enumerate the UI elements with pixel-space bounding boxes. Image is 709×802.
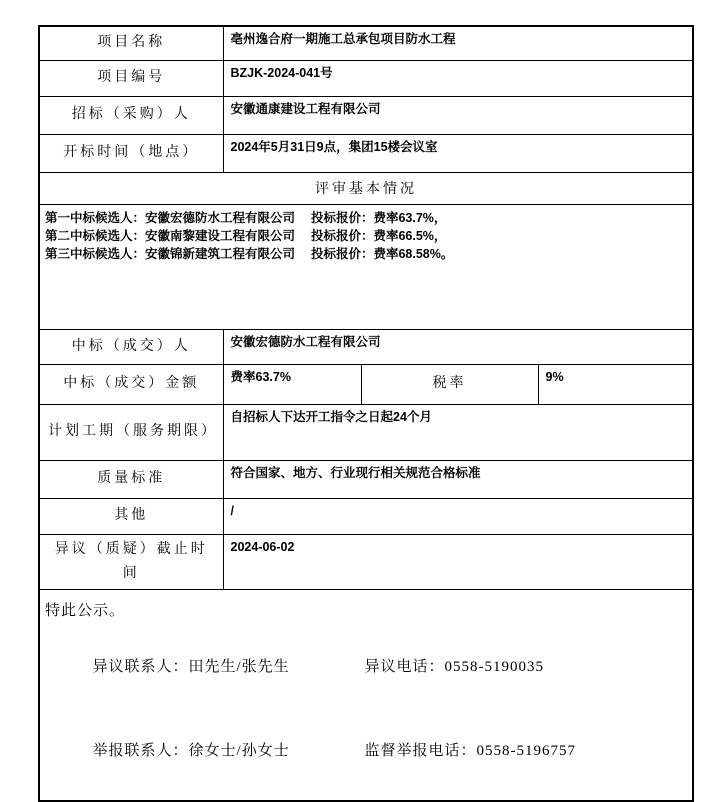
table-row — [39, 134, 693, 172]
table-row — [39, 498, 693, 534]
candidate-second: 第二中标候选人：安徽南黎建设工程有限公司 投标报价：费率66.5%， — [45, 228, 447, 243]
tenderee-value: 安徽通康建设工程有限公司 — [223, 96, 693, 134]
bid-opening-label: 开标时间（地点） — [39, 134, 223, 172]
table-row — [39, 26, 693, 60]
work-period-value: 自招标人下达开工指令之日起24个月 — [223, 404, 693, 460]
award-amount-value: 费率63.7% — [223, 364, 361, 404]
objection-contact-line — [45, 625, 687, 709]
award-amount-label: 中标（成交）金额 — [39, 364, 223, 404]
winner-value: 安徽宏德防水工程有限公司 — [223, 329, 693, 364]
candidate-first: 第一中标候选人：安徽宏德防水工程有限公司 投标报价：费率63.7%， — [45, 210, 447, 225]
candidate-third: 第三中标候选人：安徽锦新建筑工程有限公司 投标报价：费率68.58%。 — [45, 246, 454, 261]
project-name-value: 亳州逸合府一期施工总承包项目防水工程 — [223, 26, 693, 60]
table-row — [39, 460, 693, 498]
bid-opening-value: 2024年5月31日9点，集团15楼会议室 — [223, 134, 693, 172]
table-row — [39, 534, 693, 589]
tax-rate-value: 9% — [538, 364, 693, 404]
report-contact-line — [45, 709, 687, 793]
table-row — [39, 60, 693, 96]
report-phone: 监督举报电话：0558-5196757 — [364, 742, 576, 759]
bid-result-table — [38, 25, 694, 802]
candidates-cell — [39, 204, 693, 329]
footer-cell — [39, 589, 693, 801]
project-number-label: 项目编号 — [39, 60, 223, 96]
project-name-label: 项目名称 — [39, 26, 223, 60]
objection-phone: 异议电话：0558-5190035 — [364, 658, 544, 675]
other-label: 其他 — [39, 498, 223, 534]
tax-rate-label: 税率 — [361, 364, 538, 404]
objection-deadline-label: 异议（质疑）截止时间 — [39, 534, 223, 589]
table-row — [39, 364, 693, 404]
table-row — [39, 204, 693, 329]
objection-contact: 异议联系人：田先生/张先生 — [92, 658, 290, 675]
table-row — [39, 172, 693, 204]
objection-deadline-value: 2024-06-02 — [223, 534, 693, 589]
other-value: / — [223, 498, 693, 534]
tenderee-label: 招标（采购）人 — [39, 96, 223, 134]
project-number-value: BZJK-2024-041号 — [223, 60, 693, 96]
quality-standard-value: 符合国家、地方、行业现行相关规范合格标准 — [223, 460, 693, 498]
table-row — [39, 404, 693, 460]
announcement-note: 特此公示。 — [45, 602, 126, 619]
winner-label: 中标（成交）人 — [39, 329, 223, 364]
table-row — [39, 96, 693, 134]
report-contact: 举报联系人：徐女士/孙女士 — [92, 742, 290, 759]
work-period-label: 计划工期（服务期限） — [39, 404, 223, 460]
table-row — [39, 329, 693, 364]
table-row — [39, 589, 693, 801]
review-section-header: 评审基本情况 — [39, 172, 693, 204]
quality-standard-label: 质量标准 — [39, 460, 223, 498]
